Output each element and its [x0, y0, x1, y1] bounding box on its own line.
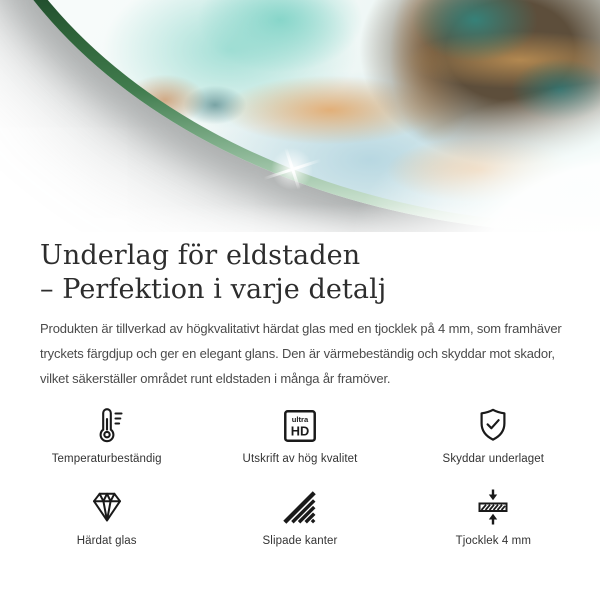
feature-temperature-resistant	[10, 399, 203, 465]
paragraph-line: vilket säkerställer området runt eldstaden i många år framöver.	[40, 371, 391, 386]
paragraph-line: tryckets färgdjup och ger en elegant glans. Den är värmebeständig och skyddar mot skador,	[40, 346, 555, 361]
section-title-line2: – Perfektion i varje detalj	[40, 274, 387, 305]
product-photo	[0, 0, 600, 232]
feature-label: Skyddar underlaget	[442, 453, 545, 465]
diamond-icon	[87, 487, 127, 527]
ultra-hd-icon	[281, 407, 319, 445]
feature-label: Härdat glas	[76, 535, 137, 547]
section-title-line1: Underlag för eldstaden	[40, 240, 361, 271]
svg-text:ultra: ultra	[291, 415, 309, 425]
feature-protects-surface	[397, 399, 590, 465]
thermometer-icon	[87, 405, 127, 445]
feature-label: Slipade kanter	[262, 535, 338, 547]
description-paragraph	[40, 316, 560, 391]
beveled-edge-icon	[281, 489, 319, 527]
features-grid	[10, 399, 590, 547]
paragraph-line: Produkten är tillverkad av högkvalitativt härdat glas med en tjocklek på 4 mm, som framhäver	[40, 321, 562, 336]
feature-label: Utskrift av hög kvalitet	[242, 453, 358, 465]
feature-thickness	[397, 481, 590, 547]
section-title	[40, 239, 560, 307]
feature-tempered-glass	[10, 481, 203, 547]
svg-text:HD: HD	[290, 423, 310, 439]
feature-label: Tjocklek 4 mm	[455, 535, 532, 547]
feature-label: Temperaturbeständig	[51, 453, 162, 465]
thickness-icon	[473, 487, 513, 527]
feature-print-quality	[203, 399, 396, 465]
feature-polished-edges	[203, 481, 396, 547]
shield-check-icon	[473, 405, 513, 445]
